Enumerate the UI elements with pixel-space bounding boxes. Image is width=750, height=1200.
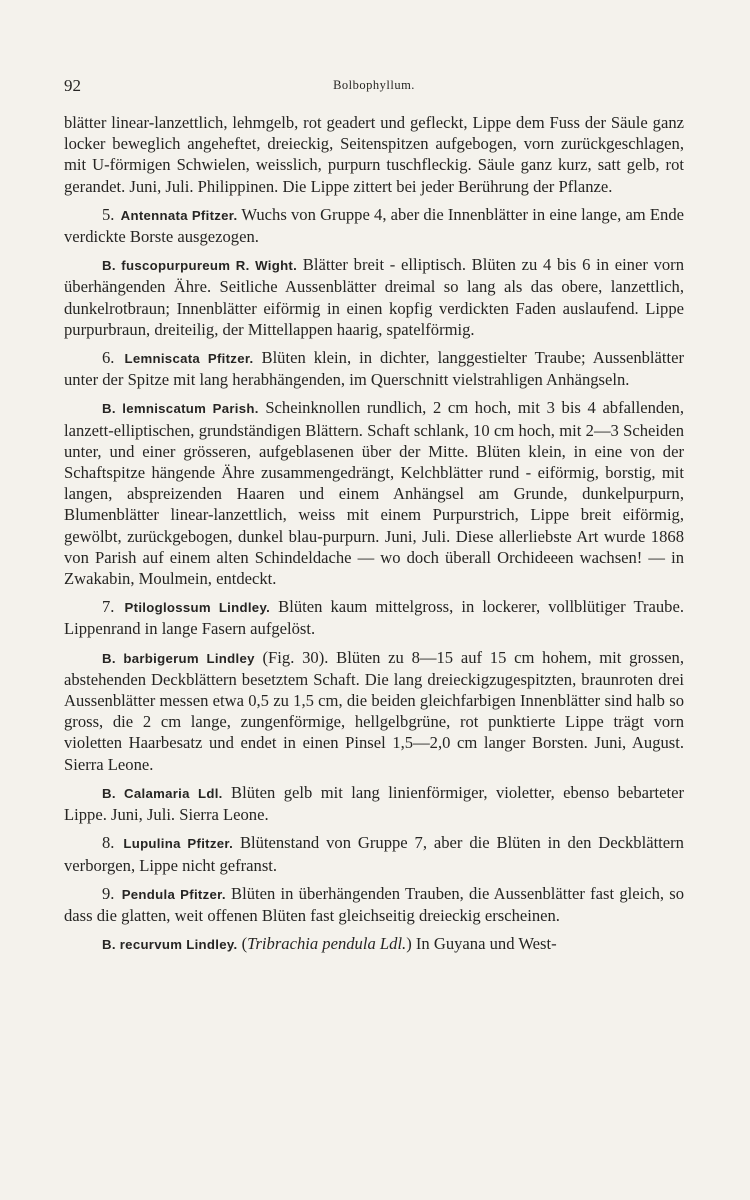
paragraph-text: Blüten in überhängenden Trauben, die Aussenblätter fast gleich, so dass die glatten, weit offenen Blüten fast gleichseitig dreieckig erscheinen. [64, 883, 685, 925]
paragraph-text: Scheinknollen rundlich, 2 cm hoch, mit 3 bis 4 abfallenden, lanzett-elliptischen, grundständigen Blättern. Schaft schlank, 10 cm hoch, mit 2—3 Scheiden unter, und einer grösseren, aufgeblasenen über der Mitte. Blüten klein, in eine von der Schaftspitze hängende Ähre zusammengedrängt, Kelchblätter rund - eiförmig, borstig, mit langen, abspreizenden Haaren und einem Anhängsel am Grunde, dunkelpurpurn, Blumenblätter linear-lanzettlich, weiss mit einem Purpurstrich, Lippe breit eiförmig, gewölbt, zurückgebogen, dunkel blau-purpurn. Juni, Juli. Diese allerliebste Art wurde 1868 von Parish auf einem alten Schindeldache — wo doch überall Orchideeen wachsen! — in Zwakabin, Moulmein, entdeckt. [64, 398, 684, 589]
body-text [64, 112, 684, 962]
group-number: 6. [102, 348, 115, 368]
paragraph-species-barbigerum [64, 647, 684, 775]
paragraph-text: Wuchs von Gruppe 4, aber die Innenblätter in eine lange, am Ende verdickte Borste ausgezogen. [64, 204, 685, 247]
running-title: Bolbophyllum. [333, 78, 415, 92]
taxon-name: B. recurvum Lindley. [102, 937, 238, 953]
synonym-italic: Tribrachia pendula Ldl. [247, 934, 407, 954]
group-number: 7. [102, 597, 115, 617]
paragraph-group-lemniscata [64, 347, 684, 390]
paragraph-text: (Fig. 30). Blüten zu 8—15 auf 15 cm hohem, mit grossen, abstehenden Deckblättern besetztem Schaft. Die lang dreieckigzugespitzten, braunroten drei Aussenblätter messen etwa 0,5 zu 1,5 cm, die beiden gleichfarbigen Innenblätter sind halb so gross, die 2 cm lange, zungenförmige, hellgelbgrüne, rot punktierte Lippe trägt vorn violetten Haarbesatz und endet in einen Pinsel 1,5—2,0 cm langer Borsten. Juni, August. Sierra Leone. [64, 647, 684, 774]
taxon-name: B. Calamaria Ldl. [102, 785, 223, 801]
paragraph-text: Blüten gelb mit lang linienförmiger, violetter, ebenso bebarteter Lippe. Juni, Juli. Sierra Leone. [64, 782, 684, 825]
paragraph-continuation [64, 112, 684, 197]
page-header [64, 74, 684, 98]
paragraph-species-lemniscatum [64, 397, 684, 589]
paragraph-species-recurvum [64, 933, 684, 955]
paragraph-group-antennata [64, 204, 684, 247]
paragraph-group-lupulina [64, 832, 684, 875]
paragraph-text: Blätter breit - elliptisch. Blüten zu 4 bis 6 in einer vorn überhängenden Ähre. Seitliche Aussenblätter dreimal so lang als das obere, lanzettlich, dunkelrotbraun; Innenblätter eiförmig in einen kopfig verdickten Faden auslaufend. Lippe purpurbraun, dreiteilig, der Mittellappen haarig, spatelförmig. [64, 255, 684, 339]
group-number: 5. [102, 204, 115, 224]
paragraph-species-fuscopurpureum [64, 254, 684, 340]
taxon-name: B. fuscopurpureum R. Wight. [102, 258, 298, 274]
paragraph-text: blätter linear-lanzettlich, lehmgelb, rot geadert und gefleckt, Lippe dem Fuss der Säule ganz locker beweglich angeheftet, dreieckig, Seitenspitzen aufgebogen, vorn zurückgeschlagen, mit U-förmigen Schwielen, weisslich, purpurn tuschfleckig. Säule ganz kurz, satt gelb, rot gerandet. Juni, Juli. Philippinen. Die Lippe zittert bei jeder Berührung der Pflanze. [64, 113, 684, 196]
paragraph-text: ) In Guyana und West- [406, 934, 557, 954]
paragraph-group-pendula [64, 883, 684, 926]
taxon-name: Antennata Pfitzer. [120, 207, 238, 223]
taxon-name: Ptiloglossum Lindley. [124, 600, 271, 616]
group-number: 8. [102, 833, 115, 853]
taxon-name: B. barbigerum Lindley [102, 650, 255, 666]
paragraph-text: ( [237, 934, 248, 954]
paragraph-text: Blütenstand von Gruppe 7, aber die Blüten in den Deckblättern verborgen, Lippe nicht gefranst. [64, 833, 684, 875]
group-number: 9. [102, 883, 115, 903]
taxon-name: B. lemniscatum Parish. [102, 401, 259, 417]
page-number: 92 [64, 76, 81, 95]
taxon-name: Lupulina Pfitzer. [123, 836, 234, 852]
paragraph-group-ptiloglossum [64, 596, 684, 639]
taxon-name: Pendula Pfitzer. [121, 886, 226, 902]
taxon-name: Lemniscata Pfitzer. [124, 351, 254, 367]
paragraph-text: Blüten kaum mittelgross, in lockerer, vollblütiger Traube. Lippenrand in lange Fasern aufgelöst. [64, 597, 684, 639]
paragraph-species-calamaria [64, 782, 684, 825]
paragraph-text: Blüten klein, in dichter, langgestielter Traube; Aussenblätter unter der Spitze mit lang herabhängenden, im Querschnitt vielstrahligen Anhängseln. [64, 348, 685, 390]
